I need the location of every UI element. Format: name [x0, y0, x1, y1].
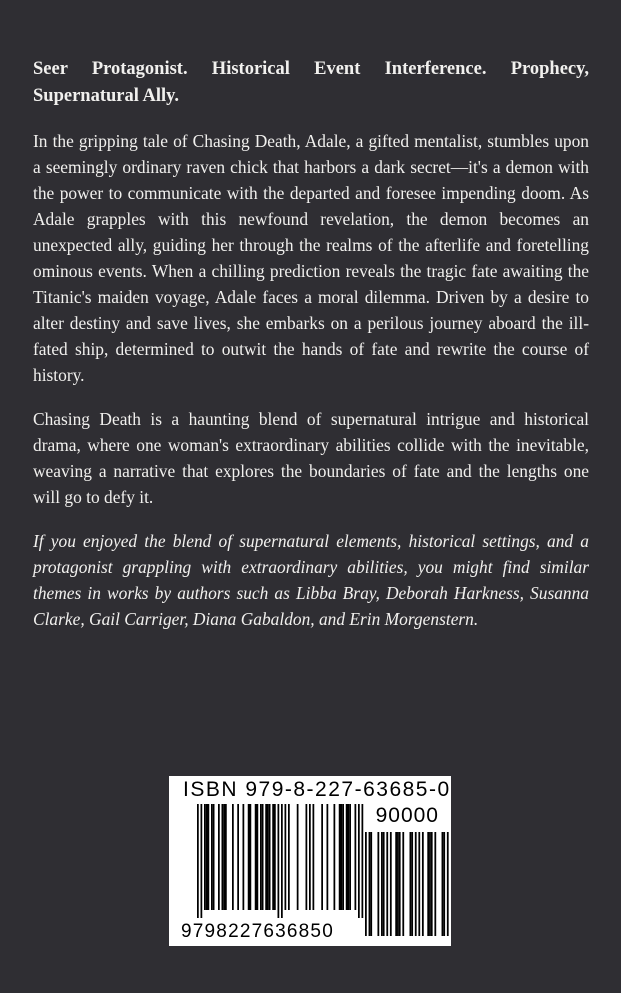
ean13-bar — [349, 804, 351, 910]
ean5-bar — [390, 832, 392, 936]
ean13-bar — [348, 804, 350, 910]
ean13-bar — [358, 804, 360, 918]
ean13-bar — [272, 804, 274, 910]
ean13-bar — [321, 804, 323, 910]
blurb-text-block — [33, 56, 589, 650]
ean13-bar — [250, 804, 252, 910]
ean13-bar — [269, 804, 271, 910]
ean13-bar — [339, 804, 341, 910]
ean13-bar — [285, 804, 287, 910]
ean5-bar — [397, 832, 399, 936]
ean13-bar — [232, 804, 234, 910]
ean13-bar — [265, 804, 267, 910]
ean5-bar — [377, 832, 379, 936]
ean5-bar — [443, 832, 445, 936]
ean5-bar — [383, 832, 385, 936]
ean13-bar — [274, 804, 276, 910]
recommendation-paragraph: If you enjoyed the blend of supernatural elements, historical settings, and a protagonist grappling with extraordinary abilities, you might find similar themes in works by authors such as Libba Bray, Deborah Harkness, Susanna Clarke, Gail Carriger, Diana Gabaldon, and Erin Morgenstern. — [33, 531, 589, 629]
ean5-bar — [402, 832, 404, 936]
ean13-bar — [297, 804, 299, 910]
ean5-bar — [395, 832, 397, 936]
ean13-bar — [197, 804, 199, 918]
ean5-bar — [415, 832, 417, 936]
ean13-bar — [243, 804, 245, 910]
ean13-bar — [355, 804, 357, 910]
ean13-bar — [260, 804, 262, 910]
ean13-bar — [248, 804, 250, 910]
ean13-bar — [262, 804, 264, 910]
isbn-barcode — [169, 776, 451, 946]
ean13-bar — [306, 804, 308, 910]
synopsis-paragraph-2: Chasing Death is a haunting blend of supernatural intrigue and historical drama, where one woman's extraordinary abilities collide with the inevitable, weaving a narrative that explores the boundaries of fate and the lengths one will go to defy it. — [33, 409, 589, 507]
ean13-bar — [288, 804, 290, 910]
tagline: Seer Protagonist. Historical Event Interference. Prophecy, Supernatural Ally. — [33, 59, 589, 106]
ean13-bar — [341, 804, 343, 910]
ean5-bar — [370, 832, 372, 936]
ean5-bar — [411, 832, 413, 936]
ean13-bar — [222, 804, 224, 910]
ean13-bar — [223, 804, 225, 910]
ean13-bar — [204, 804, 206, 910]
ean5-bar — [381, 832, 383, 936]
ean5-bar — [434, 832, 436, 936]
ean5-bar — [418, 832, 420, 936]
ean5-bar — [410, 832, 412, 936]
ean5-bar — [422, 832, 424, 936]
isbn-label: ISBN 979-8-227-63685-0 — [183, 778, 451, 801]
ean13-bar — [278, 804, 280, 918]
ean13-bar — [346, 804, 348, 910]
ean13-bar — [237, 804, 239, 910]
ean5-bar — [429, 832, 431, 936]
ean5-bar — [365, 832, 367, 936]
ean13-bar — [362, 804, 364, 918]
ean5-bar — [386, 832, 388, 936]
ean5-bar — [369, 832, 371, 936]
ean13-bar — [342, 804, 344, 910]
ean5-bar — [399, 832, 401, 936]
ean13-bar — [206, 804, 208, 910]
ean13-bar — [218, 804, 220, 910]
ean5-bar — [442, 832, 444, 936]
ean13-bar — [211, 804, 213, 910]
ean13-bar — [267, 804, 269, 910]
ean-number: 9798227636850 — [181, 921, 334, 942]
ean5-bar — [431, 832, 433, 936]
ean5-bar — [447, 832, 449, 936]
ean13-bar — [309, 804, 311, 910]
ean13-bar — [281, 804, 283, 918]
ean13-bar — [313, 804, 315, 910]
ean13-bar — [213, 804, 215, 910]
ean13-bar — [257, 804, 259, 910]
ean5-bar — [427, 832, 429, 936]
price-code: 90000 — [375, 804, 439, 827]
ean13-bar — [255, 804, 257, 910]
ean13-bar — [208, 804, 210, 910]
synopsis-paragraph-1: In the gripping tale of Chasing Death, Adale, a gifted mentalist, stumbles upon a seemingly ordinary raven chick that harbors a dark secret—it's a demon with the power to communicate with the departed and foresee impending doom. As Adale grapples with this newfound revelation, the demon becomes an unexpected ally, guiding her through the realms of the afterlife and foretelling ominous events. When a chilling prediction reveals the tragic fate awaiting the Titanic's maiden voyage, Adale faces a moral dilemma. Driven by a desire to alter destiny and save lives, she embarks on a perilous journey aboard the ill-fated ship, determined to outwit the hands of fate and rewrite the course of history. — [33, 131, 589, 385]
ean13-bar — [327, 804, 329, 910]
ean13-bar — [334, 804, 336, 910]
ean13-bar — [225, 804, 227, 910]
ean13-bar — [201, 804, 203, 918]
